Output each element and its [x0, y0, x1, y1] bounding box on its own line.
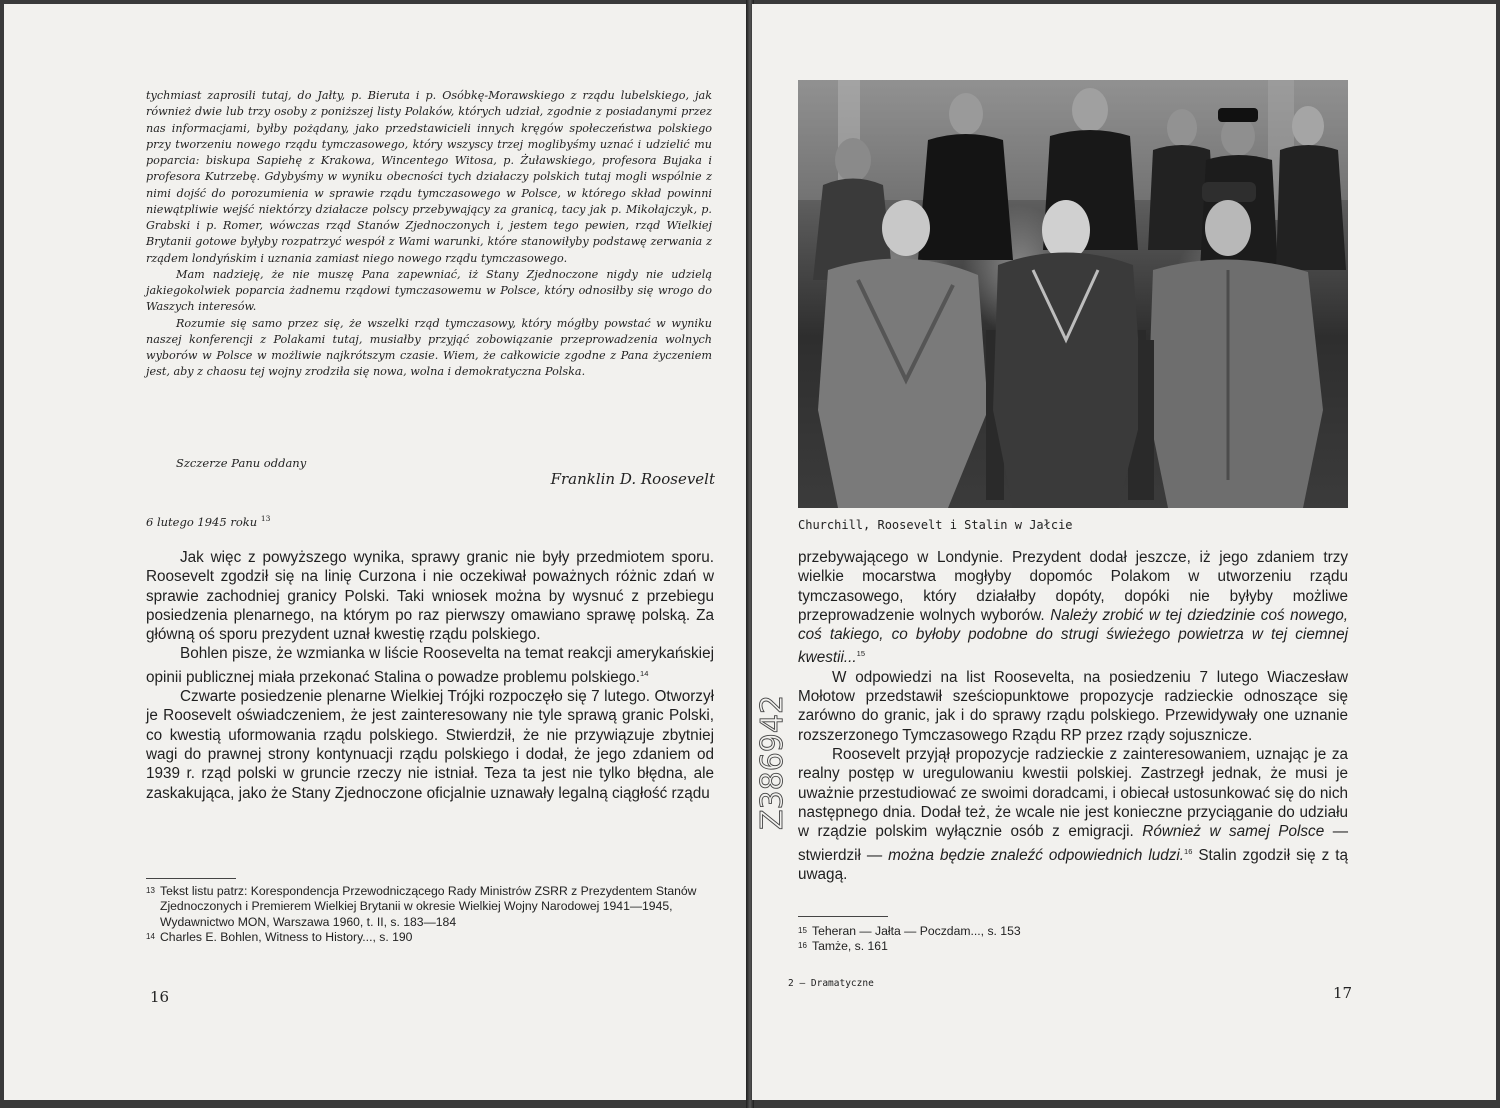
paragraph-text: Roosevelt przyjął propozycje radzieckie z zainteresowaniem, uznając je za realny postęp w uregulowaniu kwestii polskiej. Zastrzegł jednak, że musi je uważnie przestudiować ze swoimi doradcami, i obiecał ustosunkować się do nich następnego dnia. Dodał też, że wcale nie jest konieczne przyciąganie do udziału w rządzie polskim wyłącznie osób z emigracji. [798, 746, 1348, 841]
body-paragraph [798, 668, 1348, 745]
footnote [146, 884, 714, 930]
date-text: 6 lutego 1945 roku [146, 514, 258, 529]
stamp-text: Z386942 [755, 694, 790, 830]
footnote-ref: 16 [1184, 846, 1193, 856]
body-paragraph [798, 548, 1348, 668]
letter-date [146, 514, 270, 529]
footnote [798, 924, 1348, 939]
quoted-text: można będzie znaleźć odpowiednich ludzi. [888, 846, 1185, 864]
left-footnotes [146, 884, 714, 945]
page-number-right: 17 [1333, 984, 1353, 1002]
photo-figures [798, 80, 1348, 508]
paragraph-text: — stwierdził — [798, 823, 1348, 864]
photo-caption: Churchill, Roosevelt i Stalin w Jałcie [798, 518, 1073, 532]
footnote-ref: 14 [640, 668, 649, 678]
printer-signature-mark: 2 — Dramatyczne [788, 978, 874, 989]
footnote-ref: 13 [260, 514, 271, 523]
letter-paragraph: Rozumie się samo przez się, że wszelki rząd tymczasowy, który mógłby powstać w wyniku naszej konferencji z Polakami tutaj, musiałby przyjąć zobowiązanie przeprowadzenia wolnych wyborów w Polsce w możliwie najkrótszym czasie. Wiem, że całkowicie zgodne z Pana życzeniem jest, aby z chaosu tej wojny zrodziła się nowa, wolna i demokratyczna Polska. [146, 316, 712, 379]
footnote-text: Tekst listu patrz: Korespondencja Przewodniczącego Rady Ministrów ZSRR z Prezydentem Stanów Zjednoczonych i Premierem Wielkiej Brytanii w okresie Wielkiej Wojny Narodowej 1941—1945, Wydawnictwo MON, Warszawa 1960, t. II, s. 183—184 [160, 884, 697, 929]
letter-signature: Franklin D. Roosevelt [550, 470, 715, 488]
paragraph-text: przebywającego w Londynie. Prezydent dodał jeszcze, iż jego zdaniem trzy wielkie mocarstwa mogłyby dopomóc Polakom w utworzeniu rządu tymczasowego, który działałby dopóty, dopóki nie byłyby możliwe przeprowadzenie wolnych wyborów. [798, 549, 1348, 624]
library-inventory-stamp [752, 644, 804, 834]
footnote-number: 14 [146, 931, 155, 941]
right-page [752, 4, 1496, 1100]
footnote-text: Teheran — Jałta — Poczdam..., s. 153 [812, 924, 1021, 938]
body-paragraph [146, 687, 714, 803]
left-page [4, 4, 748, 1100]
body-paragraph [146, 548, 714, 644]
footnote-number: 16 [798, 941, 807, 951]
footnote [798, 939, 1348, 954]
right-body-text [798, 548, 1348, 884]
left-body-text [146, 548, 714, 803]
footnote-ref: 15 [856, 649, 865, 659]
yalta-photograph [798, 80, 1348, 508]
body-paragraph [798, 745, 1348, 884]
footnote-number: 15 [798, 926, 807, 935]
footnote-rule [146, 878, 236, 879]
quoted-text: Należy zrobić w tej dziedzinie coś nowego, coś takiego, co byłoby podobne do strugi świeżego powietrza w tej ciemnej kwestii... [798, 606, 1348, 667]
footnote-text: Charles E. Bohlen, Witness to History..., s. 190 [160, 929, 413, 944]
letter-paragraph: tychmiast zaprosili tutaj, do Jałty, p. Bieruta i p. Osóbkę-Morawskiego z rządu lubelskiego, jak również dwie lub trzy osoby z poniższej listy Polaków, których udział, zgodnie z posiadanymi przez nas informacjami, byłby pożądany, jako przedstawicieli innych kręgów społeczeństwa polskiego przy tworzeniu nowego rządu tymczasowego, który wszyscy trzej moglibyśmy uznać i udzielić mu poparcia: biskupa Sapiehę z Krakowa, Wincentego Witosa, p. Żuławskiego, profesora Bujaka i profesora Kutrzebę. Gdybyśmy w wyniku obecności tych działaczy polskich tutaj mogli wspólnie z nimi dojść do porozumienia w sprawie rządu tymczasowego w Polsce, w którego skład powinni niewątpliwie wejść niektórzy działacze polscy przebywający za granicą, tacy jak p. Mikołajczyk, p. Grabski i p. Romer, wówczas rząd Stanów Zjednoczonych i, jestem tego pewien, rząd Wielkiej Brytanii gotowe byłyby rozpatrzyć wespół z Wami warunki, które stanowiłyby podstawę zerwania z rządem londyńskim i uznania zamiast niego nowego rządu tymczasowego. [146, 89, 712, 265]
letter-text [146, 88, 712, 381]
paragraph-text: W odpowiedzi na list Roosevelta, na posiedzeniu 7 lutego Wiaczesław Mołotow przedstawił sześciopunktowe propozycje radzieckie odnoszące się zarówno do granic, jak i do sprawy rządu polskiego. Przewidywały one uznanie rozszerzonego Tymczasowego Rządu RP przez rządy sojusznicze. [798, 668, 1348, 744]
footnote-number: 13 [146, 886, 155, 895]
paragraph-text: Bohlen pisze, że wzmianka w liście Roosevelta na temat reakcji amerykańskiej opinii publicznej miała przekonać Stalina o powadze problemu polskiego. [146, 645, 714, 686]
footnote-rule [798, 916, 888, 917]
paragraph-text: Stalin zgodził się z tą uwagą. [798, 846, 1348, 883]
body-paragraph [146, 644, 714, 687]
paragraph-text: Jak więc z powyższego wynika, sprawy granic nie były przedmiotem sporu. Roosevelt zgodził się na linię Curzona i nie oczekiwał poważnych różnic zdań w sprawie zachodniej granicy Polski. Taki wniosek można by wysnuć z przebiegu posiedzenia plenarnego, na którym po raz pierwszy omawiano sprawę polską. Za główną oś sporu prezydent uznał kwestię rządu polskiego. [146, 549, 714, 644]
right-footnotes [798, 924, 1348, 955]
quoted-text: Również w samej Polsce [1142, 823, 1325, 841]
letter-closing: Szczerze Panu oddany [176, 456, 307, 470]
paragraph-text: Czwarte posiedzenie plenarne Wielkiej Trójki rozpoczęło się 7 lutego. Otworzył je Roosevelt oświadczeniem, że jest zainteresowany nie tyle sprawą granic Polski, co kwestią uformowania rządu polskiego. Stwierdził, że nie przywiązuje zbytniej wagi do prawnej strony kontynuacji rządu polskiego i dodał, że jego zdaniem od 1939 r. rząd polski w gruncie rzeczy nie istniał. Teza ta jest nie tylko błędna, ale zaskakująca, jako że Stany Zjednoczone oficjalnie uznawały legalną ciągłość rządu [146, 688, 714, 802]
footnote-text: Tamże, s. 161 [812, 939, 888, 954]
page-number-left: 16 [150, 988, 170, 1006]
footnote [146, 930, 714, 945]
letter-paragraph: Mam nadzieję, że nie muszę Pana zapewniać, iż Stany Zjednoczone nigdy nie udzielą jakiegokolwiek poparcia żadnemu rządowi tymczasowemu w Polsce, który odnosiłby się wrogo do Waszych interesów. [146, 267, 712, 314]
